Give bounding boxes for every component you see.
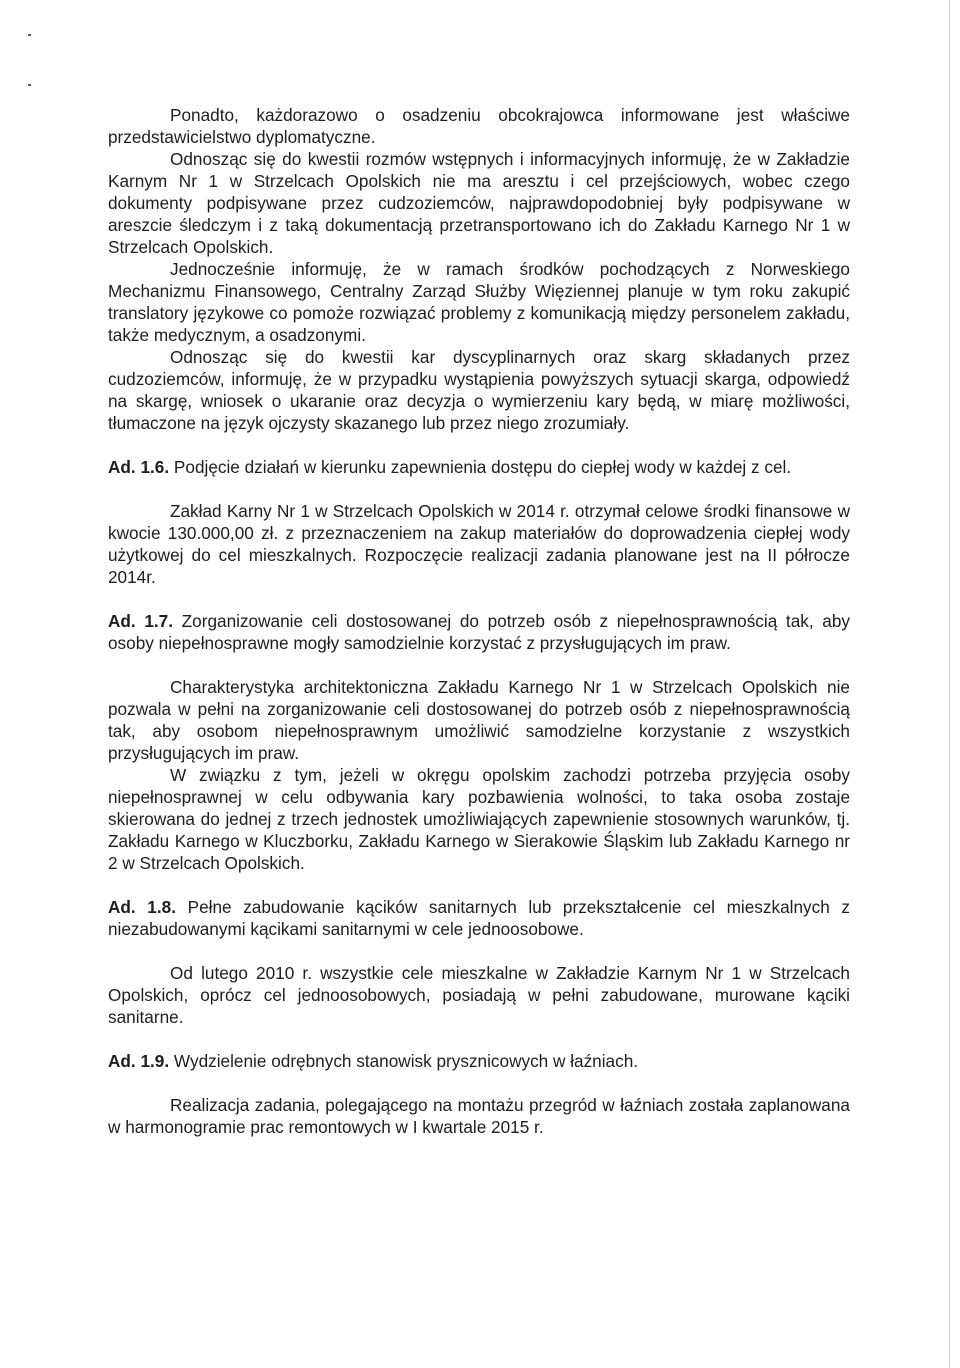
section-heading-1-9 [108,1050,850,1072]
section-body: Charakterystyka architektoniczna Zakładu Karnego Nr 1 w Strzelcach Opolskich nie pozwala w pełni na zorganizowanie celi dostosowanej do potrzeb osób z niepełnosprawnością tak, aby osobom niepełnosprawnym umożliwić samodzielne korzystanie z wszystkich przysługujących im praw. [108,677,850,763]
section-title: Zorganizowanie celi dostosowanej do potrzeb osób z niepełnosprawnością tak, aby osoby niepełnosprawne mogły samodzielnie korzystać z przysługujących im praw. [108,611,850,653]
ad-label: Ad. 1.6. [108,457,170,477]
section-heading-1-7 [108,610,850,654]
section-body: Zakład Karny Nr 1 w Strzelcach Opolskich w 2014 r. otrzymał celowe środki finansowe w kwocie 130.000,00 zł. z przeznaczeniem na zakup materiałów do doprowadzenia ciepłej wody użytkowej do cel mieszkalnych. Rozpoczęcie realizacji zadania planowane jest na II półrocze 2014r. [108,501,850,587]
section-body: Od lutego 2010 r. wszystkie cele mieszkalne w Zakładzie Karnym Nr 1 w Strzelcach Opolskich, oprócz cel jednoosobowych, posiadają w pełni zabudowane, murowane kąciki sanitarne. [108,963,850,1027]
paragraph-interviews: Odnosząc się do kwestii rozmów wstępnych i informacyjnych informuję, że w Zakładzie Karnym Nr 1 w Strzelcach Opolskich nie ma aresztu i cel przejściowych, wobec czego dokumenty podpisywane przez cudzoziemców, najprawdopodobniej były podpisywane w areszcie śledczym i z taką dokumentacją przetransportowano ich do Zakładu Karnego Nr 1 w Strzelcach Opolskich. [108,149,850,257]
section-title: Pełne zabudowanie kącików sanitarnych lub przekształcenie cel mieszkalnych z niezabudowanymi kącikami sanitarnymi w cele jednoosobowe. [108,897,850,939]
scan-speck [28,34,31,36]
section-title: Podjęcie działań w kierunku zapewnienia dostępu do ciepłej wody w każdej z cel. [173,457,792,477]
section-heading-1-8 [108,896,850,940]
document-page [108,104,850,1138]
section-title: Wydzielenie odrębnych stanowisk prysznicowych w łaźniach. [173,1051,639,1071]
paragraph-complaints: Odnosząc się do kwestii kar dyscyplinarnych oraz skarg składanych przez cudzoziemców, informuję, że w przypadku wystąpienia powyższych sytuacji skarga, odpowiedź na skargę, wniosek o ukaranie oraz decyzja o wymierzeniu kary będą, w miarę możliwości, tłumaczone na język ojczysty skazanego lub przez niego zrozumiały. [108,347,850,433]
section-heading-1-6 [108,456,850,478]
section-body: W związku z tym, jeżeli w okręgu opolskim zachodzi potrzeba przyjęcia osoby niepełnosprawnej w celu odbywania kary pozbawienia wolności, to taka osoba zostaje skierowana do jednej z trzech jednostek umożliwiających zapewnienie stosownych warunków, tj. Zakładu Karnego w Kluczborku, Zakładu Karnego w Sierakowie Śląskim lub Zakładu Karnego nr 2 w Strzelcach Opolskich. [108,765,850,873]
ad-label: Ad. 1.9. [108,1051,170,1071]
section-body: Realizacja zadania, polegającego na montażu przegród w łaźniach została zaplanowana w harmonogramie prac remontowych w I kwartale 2015 r. [108,1095,850,1137]
scan-edge-line [949,0,950,1368]
ad-label: Ad. 1.7. [108,611,174,631]
ad-label: Ad. 1.8. [108,897,176,917]
paragraph-translators: Jednocześnie informuję, że w ramach środków pochodzących z Norweskiego Mechanizmu Finansowego, Centralny Zarząd Służby Więziennej planuje w tym roku zakupić translatory językowe co pomoże rozwiązać problemy z komunikacją między personelem zakładu, także medycznym, a osadzonymi. [108,259,850,345]
paragraph-diplomatic: Ponadto, każdorazowo o osadzeniu obcokrajowca informowane jest właściwe przedstawicielstwo dyplomatyczne. [108,105,850,147]
scan-speck [28,84,31,86]
